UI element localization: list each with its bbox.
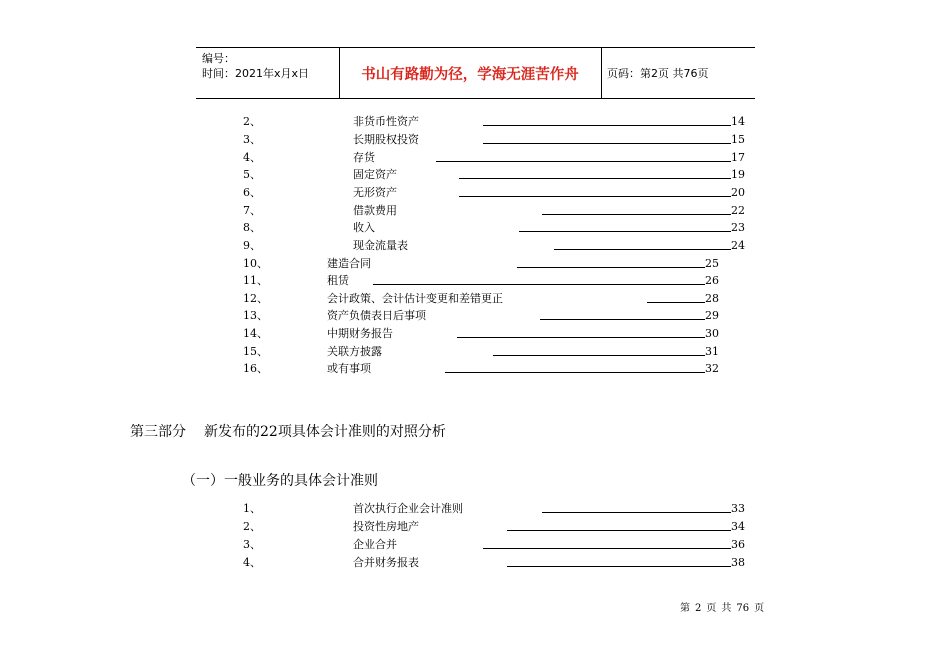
toc-item-number: 13、 <box>243 309 268 322</box>
toc-item-title: 投资性房地产 <box>353 520 419 533</box>
toc-item-number: 6、 <box>243 186 261 199</box>
toc-item[interactable] <box>243 219 745 236</box>
toc-item-title: 关联方披露 <box>327 345 382 358</box>
header-divider <box>601 48 602 98</box>
toc-item-number: 4、 <box>243 556 261 569</box>
toc-leader-line <box>457 337 705 338</box>
toc-leader-line <box>542 214 731 215</box>
toc-item-title: 资产负债表日后事项 <box>327 309 426 322</box>
toc-item-title: 借款费用 <box>353 204 397 217</box>
header-page-code: 页码：第2页 共76页 <box>607 67 709 80</box>
toc-leader-line <box>459 196 731 197</box>
toc-item-number: 12、 <box>243 292 268 305</box>
toc-item-page: 25 <box>705 257 719 270</box>
toc-item[interactable] <box>243 113 745 130</box>
toc-leader-line <box>483 548 731 549</box>
document-header <box>196 47 755 99</box>
toc-item-title: 企业合并 <box>353 538 397 551</box>
toc-leader-line <box>483 125 731 126</box>
toc-item[interactable] <box>243 131 745 148</box>
toc-item-number: 5、 <box>243 168 261 181</box>
toc-item[interactable] <box>243 325 723 342</box>
toc-item-number: 7、 <box>243 204 261 217</box>
toc-item-number: 14、 <box>243 327 268 340</box>
page-footer <box>680 602 769 616</box>
toc-leader-line <box>507 566 731 567</box>
toc-item[interactable] <box>243 272 723 289</box>
toc-item[interactable] <box>243 290 723 307</box>
footer-page-number: 2 <box>695 603 702 614</box>
header-motto: 书山有路勤为径，学海无涯苦作舟 <box>361 66 579 83</box>
toc-item-page: 33 <box>731 502 745 515</box>
toc-item[interactable] <box>243 307 723 324</box>
toc-leader-line <box>554 249 731 250</box>
toc-item-title: 无形资产 <box>353 186 397 199</box>
toc-item-page: 24 <box>731 239 745 252</box>
toc-item[interactable] <box>243 237 745 254</box>
toc-item-title: 长期股权投资 <box>353 133 419 146</box>
toc-leader-line <box>459 178 731 179</box>
toc-item-page: 38 <box>731 556 745 569</box>
toc-item-title: 首次执行企业会计准则 <box>353 502 463 515</box>
part-heading <box>130 422 446 442</box>
footer-text: 页 <box>754 603 765 614</box>
toc-item-number: 3、 <box>243 133 261 146</box>
toc-leader-line <box>445 372 705 373</box>
toc-item-title: 或有事项 <box>327 362 371 375</box>
toc-item-number: 4、 <box>243 151 261 164</box>
toc-item-number: 1、 <box>243 502 261 515</box>
toc-item-number: 15、 <box>243 345 268 358</box>
toc-item[interactable] <box>243 184 745 201</box>
toc-item[interactable] <box>243 166 745 183</box>
toc-item-page: 34 <box>731 520 745 533</box>
footer-text: 页 <box>706 603 717 614</box>
toc-item-title: 收入 <box>353 221 375 234</box>
header-meta <box>202 51 309 81</box>
toc-leader-line <box>507 530 731 531</box>
toc-item-page: 26 <box>705 274 719 287</box>
toc-item[interactable] <box>243 149 745 166</box>
toc-leader-line <box>436 161 731 162</box>
toc-leader-line <box>540 319 705 320</box>
toc-leader-line <box>517 267 705 268</box>
toc-leader-line <box>483 143 731 144</box>
toc-item-page: 28 <box>705 292 719 305</box>
toc-item-title: 建造合同 <box>327 257 371 270</box>
toc-item-page: 36 <box>731 538 745 551</box>
toc-item[interactable] <box>243 343 723 360</box>
toc-item-title: 会计政策、会计估计变更和差错更正 <box>327 292 503 305</box>
toc-leader-line <box>519 231 731 232</box>
toc-item-title: 非货币性资产 <box>353 115 419 128</box>
toc-leader-line <box>542 512 731 513</box>
toc-item-number: 9、 <box>243 239 261 252</box>
toc-leader-line <box>647 302 705 303</box>
serial-label: 编号： <box>202 52 235 65</box>
toc-item-number: 2、 <box>243 115 261 128</box>
toc-item-number: 11、 <box>243 274 268 287</box>
toc-item-title: 固定资产 <box>353 168 397 181</box>
section-heading: （一）一般业务的具体会计准则 <box>182 473 378 489</box>
toc-item-title: 合并财务报表 <box>353 556 419 569</box>
toc-item[interactable] <box>243 518 745 535</box>
toc-item-page: 14 <box>731 115 745 128</box>
toc-item-title: 存货 <box>353 151 375 164</box>
toc-leader-line <box>373 284 705 285</box>
toc-item-page: 22 <box>731 204 745 217</box>
footer-text: 共 <box>721 603 732 614</box>
time-label: 时间：2021年x月x日 <box>202 67 310 80</box>
toc-leader-line <box>493 355 705 356</box>
toc-item-number: 3、 <box>243 538 261 551</box>
part-label: 第三部分 <box>130 424 186 440</box>
toc-item-page: 20 <box>731 186 745 199</box>
toc-item-title: 现金流量表 <box>353 239 408 252</box>
toc-item-number: 8、 <box>243 221 261 234</box>
toc-item-page: 31 <box>705 345 719 358</box>
toc-item-number: 16、 <box>243 362 268 375</box>
toc-item-page: 30 <box>705 327 719 340</box>
toc-item-page: 29 <box>705 309 719 322</box>
toc-item[interactable] <box>243 360 723 377</box>
toc-item-page: 32 <box>705 362 719 375</box>
toc-item-page: 17 <box>731 151 745 164</box>
toc-item-title: 租赁 <box>327 274 349 287</box>
toc-item[interactable] <box>243 255 723 272</box>
toc-item-page: 19 <box>731 168 745 181</box>
toc-item[interactable] <box>243 500 745 517</box>
toc-item-page: 23 <box>731 221 745 234</box>
toc-item-title: 中期财务报告 <box>327 327 393 340</box>
toc-item-number: 2、 <box>243 520 261 533</box>
footer-text: 第 <box>680 603 690 614</box>
toc-item-page: 15 <box>731 133 745 146</box>
part-title: 新发布的22项具体会计准则的对照分析 <box>204 424 446 440</box>
toc-item[interactable] <box>243 202 745 219</box>
footer-total-pages: 76 <box>736 603 750 614</box>
toc-item[interactable] <box>243 536 745 553</box>
toc-item-number: 10、 <box>243 257 268 270</box>
toc-item[interactable] <box>243 554 745 571</box>
